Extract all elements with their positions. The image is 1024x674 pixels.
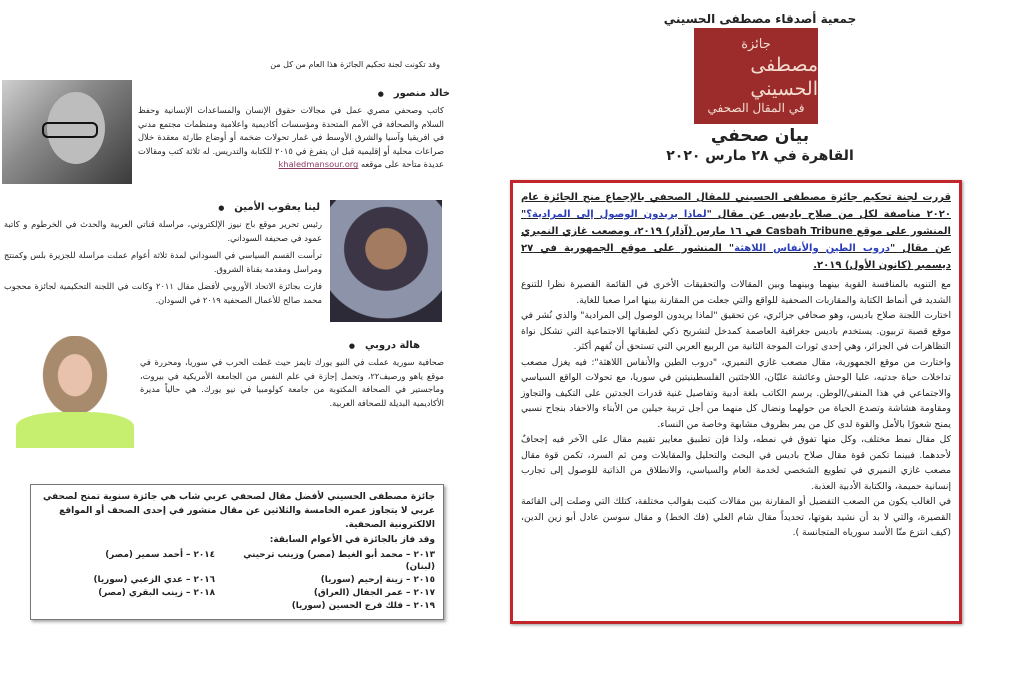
press-release-title: بيان صحفي xyxy=(710,126,810,146)
lead-paragraph xyxy=(521,189,951,274)
committee-intro: وقد تكونت لجنة تحكيم الجائزة هذا العام من كل من xyxy=(270,60,440,69)
bio-paragraph: رئيس تحرير موقع باج نيوز الإلكتروني، مراسلة قناتي العربية والحدث في الخرطوم و كاتبة عمود في صحيفة السوداني. xyxy=(4,219,322,243)
article-link-1[interactable]: لماذا يريدون الوصول إلى المرادية؟ xyxy=(526,209,707,220)
bio-text: كاتب وصحفي مصري عمل في مجالات حقوق الإنسان والمساعدات الإنسانية وحفظ السلام والصحافة في الأمم المتحدة ومؤسسات أكاديمية واعلامية ومنظمات مجتمع مدني في افريقيا وآسيا والشرق الأوسط في غمار تحولات ضخمة أو أوضاع طارئة معقدة خلال صراعات محلية أو إقليمية قبل ان يتفرغ في ٢٠١٥ للكتابة والتدريس. له ثلاثة كتب ومقالات عديدة متاحة على موقعه xyxy=(138,105,444,170)
prize-info-box xyxy=(30,484,444,620)
logo-text-line: جائزة xyxy=(741,36,771,52)
website-link[interactable]: khaledmansour.org xyxy=(278,159,359,170)
lina-yacoub-photo xyxy=(330,200,442,322)
statement-paragraph: اختارت اللجنة صلاح باديس، وهو صحافي جزائري، عن تحقيق "لماذا يريدون الوصول إلى المرادية" والذي نُشر في موقع قصبة تربيون. يستخدم باديس جغرافية العاصمة كمدخل لتشريح ذكي لطبقاتها الاجتماعية التي تشكل نواة التظاهرات في الجزائر، وهي إحدى ثورات الموجة الثانية من الربيع العربي التي تستحق أن تُفهم أكثر. xyxy=(521,310,951,352)
member-bio-lina xyxy=(4,218,322,308)
winner-entry: ٢٠١٣ – محمد أبو الغيط (مصر) وزينب ترحيني (لبنان) xyxy=(243,550,435,572)
winner-entry: ٢٠١٩ – فلك فرج الحسين (سوريا) xyxy=(291,601,435,611)
prize-description: جائزة مصطفى الحسيني لأفضل مقال لصحفي عربي شاب هي جائزة سنوية تمنح لصحفي عربي لا يتجاوز عمره الخامسة والثلاثين عن مقال منشور في إحدى الصحف أو المواقع الالكترونية الصحفية. xyxy=(42,492,435,530)
statement-paragraph: واختارت من موقع الجمهورية، مقال مصعب غازي النميري، "دروب الطين والأنفاس اللاهثة": فيه يغزل مصعب تداخلات حياة جدتيه، عليا الوحش وعائشة عليّان، اللاجئتين الفلسطينيتين في سوريا، مع تحولات الواقع السياسي والاجتماعي في هذا المنفى/الوطن. يرسم الكاتب بلغة أدبية وتفاصيل غنية قدرات الجدتين على التكيف والتجاوز ومقاومة هشاشة وتصدع الحياة من حولهما ونضال كل منهما من أجل تربية جيلين من الأبناء والاحفاد بنجاح نسبي يمنح شعورًا بالأمل والقوة لدى كل من يمر بظروف مشابهة وخاصة من النساء. xyxy=(521,356,951,430)
lead-text: " المنشور على موقع Casbah Tribune في ١٦ مارس (آذار) ٢٠١٩، ومصعب غازي النميري عن مقال " xyxy=(521,209,951,254)
press-release-date: القاهرة في ٢٨ مارس ٢٠٢٠ xyxy=(666,148,854,164)
khaled-mansour-photo xyxy=(2,80,132,184)
article-link-2[interactable]: دروب الطين والأنفاس اللاهثة xyxy=(734,243,890,254)
statement-paragraph: في الغالب يكون من الصعب التفضيل أو المقارنة بين مقالات كتبت بقوالب مختلفة، كتلك التي وصلت إلى القائمة القصيرة، والتي لا بد أن نشيد بقوتها، تحديداً مقال شام العلي (فك الخط) و مقال سوسن عادل أبو زين الدين، (كيف انتزع منّا الأسد سورياه المتجانسة ). xyxy=(521,496,951,538)
statement-box xyxy=(510,180,962,624)
member-bio-hala: صحافية سورية عملت في النيو يورك تايمز حيث غطت الحرب في سوريا، ومحررة في موقع ياهو ورصيف٢٢، وتحمل إجازة في علم النفس من الجامعة الأمريكية في بيروت، وماجستير في الصحافة المكتوبة من جامعة كولومبيا في نيو يورك. هي حالياً مديرة الأكاديمية البديلة للصحافة العربية. xyxy=(140,357,444,408)
member-name-khaled: خالد منصور ● xyxy=(250,88,450,99)
member-name-lina: لينا يعقوب الأمين ● xyxy=(120,202,320,213)
winner-entry: ٢٠١٤ – أحمد سمير (مصر) xyxy=(105,550,215,560)
logo-text-line: في المقال الصحفي xyxy=(707,100,805,115)
bio-paragraph: فازت بجائزة الاتحاد الأوروبي لأفضل مقال ٢٠١١ وكانت في اللجنة التحكيمية لجائزة محجوب محمد صالح للأعمال الصحفية ٢٠١٩ في السودان. xyxy=(4,281,322,305)
winner-entry: ٢٠١٦ – عدي الزعبي (سوريا) xyxy=(93,575,215,585)
previous-winners-list xyxy=(39,549,435,612)
org-name: جمعية أصدقاء مصطفى الحسيني xyxy=(663,12,857,26)
statement-paragraph: مع التنويه بالمنافسة القوية بينهما وبينهما وبين المقالات والتحقيقات الأخرى في القائمة القصيرة نظرا للتنوع الشديد في أنماط الكتابة والمقاربات الصحفية للواقع والتي جعلت من المقارنة بينها امرا صعبا للغاية. xyxy=(521,279,951,306)
member-bio-khaled xyxy=(138,104,444,172)
bio-paragraph: ترأست القسم السياسي في السوداني لمدة ثلاثة أعوام عملت مراسلة للجزيرة بلس وكمنتج ومراسل ومقدمة بقناة الشروق. xyxy=(4,250,322,274)
member-name-hala: هالة دروبي ● xyxy=(220,340,420,351)
prize-logo xyxy=(694,28,818,124)
lead-text: قررت لجنة تحكيم جائزة مصطفى الحسيني للمقال الصحفي بالإجماع منح الجائزة عام ٢٠٢٠ مناصفة لكل من صلاح باديس عن مقال " xyxy=(521,192,951,220)
previous-winners-label: وقد فاز بالجائزة في الأعوام السابقة: xyxy=(269,535,435,545)
statement-paragraph: كل مقال نمط مختلف، وكل منها تفوق في نمطه، ولذا فإن تطبيق معايير تقييم مقال على الآخر فيه إجحافٌ لأحدهما. فبينما تكمن قوة مقال صلاح باديس في البحث والتحليل والمقابلات ومن ثم السرد، تكمن قوة مقال مصعب غازي النميري في تطويع الشخصي لخدمة العام والسياسي، والانطلاق من الذاتية للوصول إلى تجارب إنسانية حميمة، والكتابة الأدبية العذبة. xyxy=(521,434,951,492)
winner-entry: ٢٠١٥ – زينة إرحيم (سوريا) xyxy=(320,575,435,585)
hala-droubi-photo xyxy=(16,336,134,448)
winner-entry: ٢٠١٧ – عمر الجفال (العراق) xyxy=(313,588,435,598)
lead-text: " المنشور على موقع الجمهورية في ٢٧ ديسمبر (كانون الأول) ٢٠١٩. xyxy=(521,243,951,271)
logo-text-line: مصطفى الحسيني xyxy=(750,53,818,100)
winner-entry: ٢٠١٨ – زينب البقري (مصر) xyxy=(98,588,215,598)
